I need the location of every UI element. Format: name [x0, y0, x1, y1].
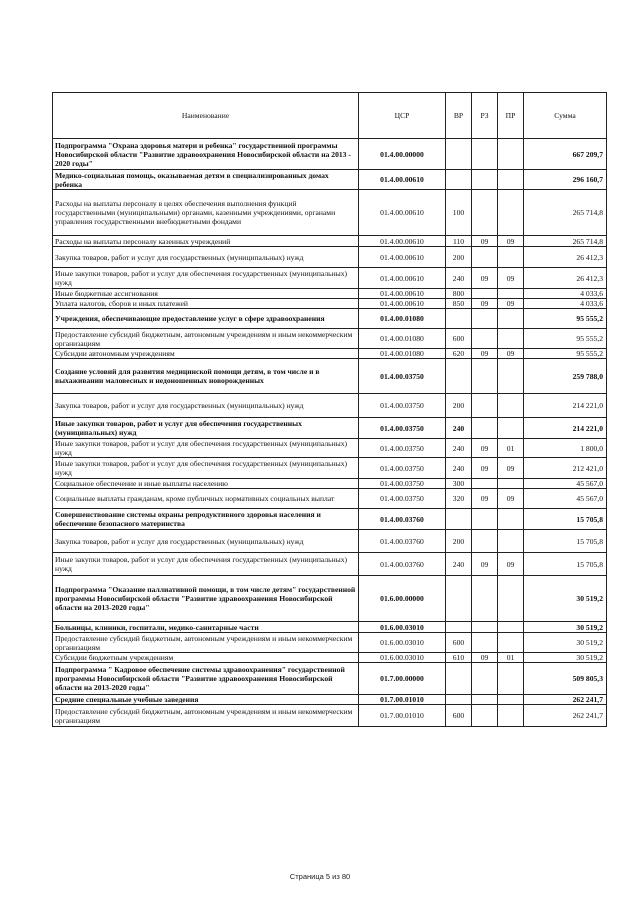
table-row [53, 509, 607, 530]
cell-sum: 30 519,2 [524, 633, 607, 653]
header-sum: Сумма [524, 93, 607, 139]
cell-rz [472, 695, 498, 705]
cell-name: Подпрограмма "Охрана здоровья матери и ребенка" государственной программы Новосибирской области "Развитие здравоохранения Новосибирской области на 2013 - 2020 годы" [53, 139, 359, 170]
cell-vr: 240 [446, 458, 472, 479]
cell-rz [472, 247, 498, 268]
cell-vr: 850 [446, 299, 472, 309]
table-row [53, 695, 607, 705]
cell-pr [498, 247, 524, 268]
cell-pr [498, 479, 524, 489]
cell-sum: 4 033,6 [524, 299, 607, 309]
cell-sum: 15 705,8 [524, 553, 607, 576]
cell-sum: 509 805,3 [524, 663, 607, 695]
header-vr: ВР [446, 93, 472, 139]
cell-vr [446, 359, 472, 394]
cell-vr: 240 [446, 553, 472, 576]
cell-sum: 95 555,2 [524, 349, 607, 359]
table-row [53, 349, 607, 359]
table-row [53, 439, 607, 458]
cell-csr: 01.4.00.00610 [359, 247, 446, 268]
cell-csr: 01.4.00.01080 [359, 349, 446, 359]
cell-name: Учреждения, обеспечивающие предоставление услуг в сфере здравоохранения [53, 309, 359, 329]
cell-rz [472, 359, 498, 394]
table-row [53, 530, 607, 553]
cell-pr [498, 530, 524, 553]
cell-sum: 26 412,3 [524, 247, 607, 268]
cell-vr: 240 [446, 439, 472, 458]
table-header-row [53, 93, 607, 139]
table-row [53, 663, 607, 695]
cell-csr: 01.6.00.03010 [359, 633, 446, 653]
cell-pr: 09 [498, 299, 524, 309]
cell-csr: 01.7.00.01010 [359, 695, 446, 705]
cell-pr [498, 394, 524, 418]
cell-name: Иные закупки товаров, работ и услуг для обеспечения государственных (муниципальных) нужд [53, 458, 359, 479]
cell-sum: 30 519,2 [524, 576, 607, 622]
cell-vr: 610 [446, 653, 472, 663]
cell-name: Социальное обеспечение и иные выплаты населению [53, 479, 359, 489]
cell-name: Предоставление субсидий бюджетным, автономным учреждениям и иным некоммерческим организациям [53, 633, 359, 653]
table-row [53, 633, 607, 653]
cell-csr: 01.4.00.03750 [359, 418, 446, 439]
cell-vr: 600 [446, 329, 472, 349]
page-number: Страница 5 из 80 [289, 872, 351, 881]
cell-pr: 09 [498, 489, 524, 509]
cell-rz [472, 139, 498, 170]
cell-csr: 01.4.00.00000 [359, 139, 446, 170]
cell-vr [446, 170, 472, 190]
cell-vr: 240 [446, 418, 472, 439]
cell-rz [472, 190, 498, 236]
cell-csr: 01.4.00.01080 [359, 329, 446, 349]
cell-rz [472, 633, 498, 653]
cell-vr: 620 [446, 349, 472, 359]
cell-rz [472, 394, 498, 418]
table-row [53, 247, 607, 268]
cell-csr: 01.6.00.00000 [359, 576, 446, 622]
cell-rz: 09 [472, 489, 498, 509]
table-row [53, 553, 607, 576]
cell-sum: 214 221,0 [524, 418, 607, 439]
cell-sum: 1 800,0 [524, 439, 607, 458]
cell-rz: 09 [472, 458, 498, 479]
cell-pr [498, 418, 524, 439]
cell-rz: 09 [472, 349, 498, 359]
cell-vr [446, 309, 472, 329]
cell-vr: 600 [446, 705, 472, 727]
cell-vr [446, 663, 472, 695]
cell-pr [498, 663, 524, 695]
cell-name: Иные закупки товаров, работ и услуг для обеспечения государственных (муниципальных) нужд [53, 268, 359, 289]
cell-csr: 01.4.00.01080 [359, 309, 446, 329]
cell-pr: 01 [498, 653, 524, 663]
cell-vr: 200 [446, 530, 472, 553]
cell-vr [446, 695, 472, 705]
cell-csr: 01.6.00.03010 [359, 622, 446, 633]
table-row [53, 705, 607, 727]
cell-rz [472, 170, 498, 190]
cell-name: Закупка товаров, работ и услуг для государственных (муниципальных) нужд [53, 394, 359, 418]
cell-sum: 259 788,0 [524, 359, 607, 394]
cell-rz [472, 418, 498, 439]
cell-pr [498, 309, 524, 329]
cell-sum: 262 241,7 [524, 695, 607, 705]
cell-sum: 296 160,7 [524, 170, 607, 190]
table-row [53, 653, 607, 663]
cell-pr [498, 622, 524, 633]
cell-csr: 01.4.00.03750 [359, 479, 446, 489]
cell-name: Предоставление субсидий бюджетным, автономным учреждениям и иным некоммерческим организациям [53, 705, 359, 727]
cell-rz [472, 309, 498, 329]
cell-sum: 214 221,0 [524, 394, 607, 418]
cell-name: Расходы на выплаты персоналу казенных учреждений [53, 236, 359, 247]
cell-vr [446, 622, 472, 633]
cell-vr: 240 [446, 268, 472, 289]
table-row [53, 268, 607, 289]
cell-rz [472, 622, 498, 633]
cell-vr [446, 139, 472, 170]
cell-rz [472, 289, 498, 299]
table-row [53, 359, 607, 394]
cell-rz: 09 [472, 653, 498, 663]
table-row [53, 170, 607, 190]
cell-sum: 45 567,0 [524, 489, 607, 509]
cell-pr [498, 695, 524, 705]
cell-vr: 200 [446, 394, 472, 418]
cell-sum: 95 555,2 [524, 309, 607, 329]
cell-pr: 01 [498, 439, 524, 458]
cell-name: Социальные выплаты гражданам, кроме публичных нормативных социальных выплат [53, 489, 359, 509]
cell-name: Иные закупки товаров, работ и услуг для обеспечения государственных (муниципальных) нужд [53, 418, 359, 439]
cell-pr [498, 705, 524, 727]
table-row [53, 329, 607, 349]
cell-sum: 262 241,7 [524, 705, 607, 727]
cell-vr: 800 [446, 289, 472, 299]
table-row [53, 622, 607, 633]
cell-vr: 320 [446, 489, 472, 509]
budget-table [52, 92, 607, 727]
cell-name: Совершенствование системы охраны репродуктивного здоровья населения и обеспечение безопасного материнства [53, 509, 359, 530]
cell-sum: 667 209,7 [524, 139, 607, 170]
cell-name: Субсидии автономным учреждениям [53, 349, 359, 359]
cell-name: Создание условий для развития медицинской помощи детям, в том числе и в выхаживании маловесных и недоношенных новорожденных [53, 359, 359, 394]
cell-rz: 09 [472, 268, 498, 289]
cell-csr: 01.4.00.03750 [359, 489, 446, 509]
cell-csr: 01.4.00.00610 [359, 190, 446, 236]
cell-csr: 01.4.00.00610 [359, 299, 446, 309]
cell-pr [498, 633, 524, 653]
header-rz: РЗ [472, 93, 498, 139]
table-row [53, 479, 607, 489]
cell-name: Субсидии бюджетным учреждениям [53, 653, 359, 663]
cell-sum: 30 519,2 [524, 622, 607, 633]
cell-pr [498, 289, 524, 299]
cell-pr: 09 [498, 458, 524, 479]
cell-pr [498, 170, 524, 190]
cell-rz [472, 576, 498, 622]
cell-vr: 110 [446, 236, 472, 247]
cell-name: Средние специальные учебные заведения [53, 695, 359, 705]
table-row [53, 289, 607, 299]
cell-sum: 26 412,3 [524, 268, 607, 289]
cell-sum: 15 705,8 [524, 530, 607, 553]
cell-csr: 01.4.00.00610 [359, 268, 446, 289]
budget-table-sheet [52, 92, 606, 727]
table-row [53, 190, 607, 236]
cell-rz: 09 [472, 299, 498, 309]
cell-csr: 01.7.00.01010 [359, 705, 446, 727]
cell-name: Подпрограмма "Оказание паллиативной помощи, в том числе детям" государственной программы Новосибирской области "Развитие здравоохранения Новосибирской области на 2013-2020 годы" [53, 576, 359, 622]
cell-csr: 01.4.00.00610 [359, 170, 446, 190]
cell-sum: 4 033,6 [524, 289, 607, 299]
cell-csr: 01.7.00.00000 [359, 663, 446, 695]
cell-vr: 200 [446, 247, 472, 268]
cell-vr: 600 [446, 633, 472, 653]
cell-name: Закупка товаров, работ и услуг для государственных (муниципальных) нужд [53, 530, 359, 553]
cell-rz [472, 479, 498, 489]
cell-pr: 09 [498, 268, 524, 289]
cell-rz: 09 [472, 236, 498, 247]
cell-csr: 01.4.00.03760 [359, 553, 446, 576]
cell-csr: 01.4.00.03750 [359, 359, 446, 394]
table-row [53, 458, 607, 479]
table-row [53, 299, 607, 309]
cell-csr: 01.4.00.03760 [359, 509, 446, 530]
cell-pr [498, 509, 524, 530]
cell-pr [498, 190, 524, 236]
cell-csr: 01.4.00.03750 [359, 394, 446, 418]
cell-name: Иные бюджетные ассигнования [53, 289, 359, 299]
cell-sum: 265 714,8 [524, 190, 607, 236]
table-row [53, 394, 607, 418]
cell-sum: 95 555,2 [524, 329, 607, 349]
cell-rz [472, 530, 498, 553]
table-row [53, 418, 607, 439]
cell-name: Медико-социальная помощь, оказываемая детям в специализированных домах ребенка [53, 170, 359, 190]
cell-csr: 01.4.00.03750 [359, 439, 446, 458]
cell-rz [472, 329, 498, 349]
cell-rz: 09 [472, 439, 498, 458]
cell-name: Уплата налогов, сборов и иных платежей [53, 299, 359, 309]
cell-sum: 30 519,2 [524, 653, 607, 663]
cell-name: Иные закупки товаров, работ и услуг для обеспечения государственных (муниципальных) нужд [53, 439, 359, 458]
cell-csr: 01.4.00.03750 [359, 458, 446, 479]
cell-sum: 45 567,0 [524, 479, 607, 489]
table-row [53, 576, 607, 622]
cell-name: Расходы на выплаты персоналу в целях обеспечения выполнения функций государственными (муниципальными) органами, казенными учреждениями, органами управления государственными внебюджетными фондами [53, 190, 359, 236]
cell-pr [498, 576, 524, 622]
cell-rz [472, 663, 498, 695]
cell-vr [446, 576, 472, 622]
cell-rz [472, 509, 498, 530]
cell-csr: 01.4.00.00610 [359, 289, 446, 299]
cell-pr: 09 [498, 349, 524, 359]
cell-rz [472, 705, 498, 727]
cell-vr: 100 [446, 190, 472, 236]
cell-pr [498, 359, 524, 394]
cell-vr: 300 [446, 479, 472, 489]
cell-pr: 09 [498, 236, 524, 247]
cell-csr: 01.6.00.03010 [359, 653, 446, 663]
cell-pr [498, 329, 524, 349]
cell-name: Больницы, клиники, госпитали, медико-санитарные части [53, 622, 359, 633]
cell-rz: 09 [472, 553, 498, 576]
table-row [53, 309, 607, 329]
header-pr: ПР [498, 93, 524, 139]
cell-vr [446, 509, 472, 530]
cell-name: Предоставление субсидий бюджетным, автономным учреждениям и иным некоммерческим организациям [53, 329, 359, 349]
cell-pr: 09 [498, 553, 524, 576]
table-row [53, 236, 607, 247]
table-row [53, 489, 607, 509]
cell-pr [498, 139, 524, 170]
cell-name: Иные закупки товаров, работ и услуг для обеспечения государственных (муниципальных) нужд [53, 553, 359, 576]
cell-name: Подпрограмма " Кадровое обеспечение системы здравоохранения" государственной программы Новосибирской области "Развитие здравоохранения Новосибирской области на 2013-2020 годы" [53, 663, 359, 695]
cell-csr: 01.4.00.03760 [359, 530, 446, 553]
header-csr: ЦСР [359, 93, 446, 139]
cell-sum: 15 705,8 [524, 509, 607, 530]
cell-csr: 01.4.00.00610 [359, 236, 446, 247]
table-row [53, 139, 607, 170]
cell-name: Закупка товаров, работ и услуг для государственных (муниципальных) нужд [53, 247, 359, 268]
table-body [53, 139, 607, 727]
header-name: Наименование [53, 93, 359, 139]
cell-sum: 265 714,8 [524, 236, 607, 247]
cell-sum: 212 421,0 [524, 458, 607, 479]
